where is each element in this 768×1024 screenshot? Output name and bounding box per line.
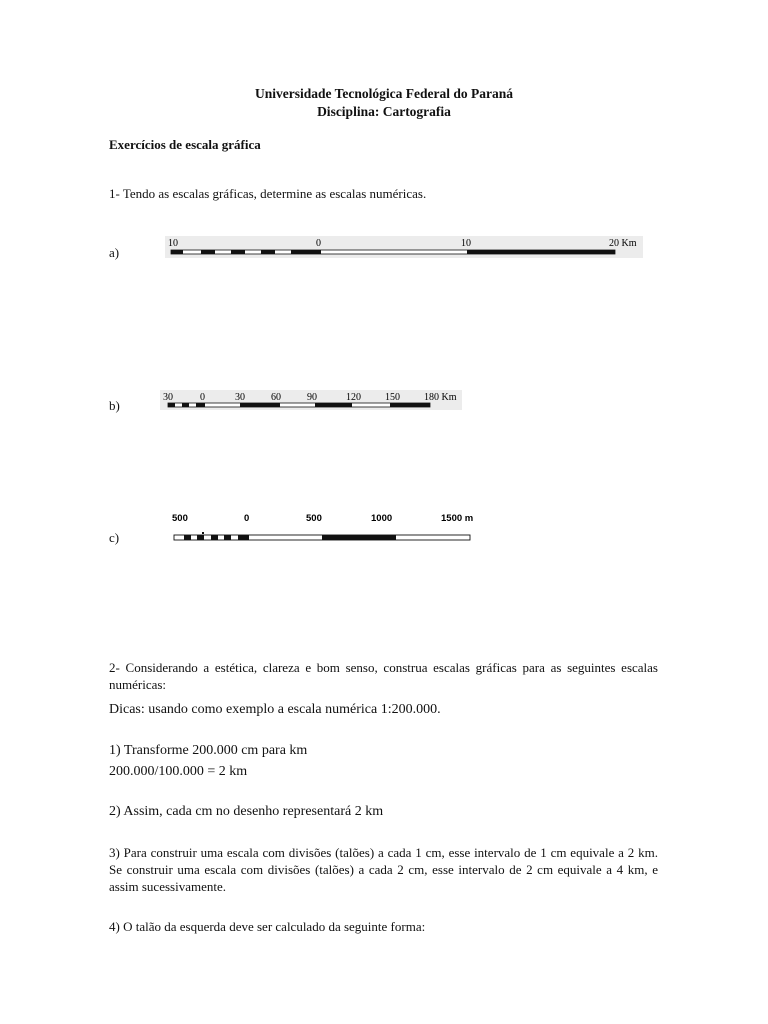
scale-b-segment [240,403,280,407]
scale-a-segment [201,250,215,254]
section-title: Exercícios de escala gráfica [109,137,261,152]
step-2-text: 2) Assim, cada cm no desenho representará 2 km [109,804,384,819]
scale-bar-c [168,510,480,546]
scale-c-segment [322,535,396,540]
scale-bar-a [165,236,643,258]
scale-c-tick-label: 500 [306,513,322,524]
scale-c-dot [202,532,204,534]
scale-a-segment [261,250,275,254]
hint-text: Dicas: usando como exemplo a escala numérica 1:200.000. [109,702,441,717]
scale-a-segment [231,250,245,254]
scale-b-tick-label: 60 [271,392,281,403]
scale-c-tick-label: 0 [244,513,250,524]
step-4-text: 4) O talão da esquerda deve ser calculado da seguinte forma: [109,919,426,934]
scale-a-segment [171,250,183,254]
scale-b-tick-label: 120 [346,392,361,403]
scale-a-tick-label: 20 Km [609,238,637,249]
scale-b-segment [168,403,175,407]
step-1-calc: 200.000/100.000 = 2 km [109,764,248,779]
scale-c-segment [184,535,191,540]
scale-c-segment [211,535,218,540]
scale-b-segment [196,403,205,407]
scale-b-tick-label: 90 [307,392,317,403]
scale-b-label: b) [109,398,120,413]
scale-bar-b [160,390,462,410]
scale-bar-c-graphic [168,510,480,546]
scale-a-segment [291,250,321,254]
scale-c-tick-label: 1000 [371,513,393,524]
scale-b-tick-label: 180 Km [424,392,457,403]
scale-c-segment [238,535,249,540]
step-3-text: 3) Para construir uma escala com divisões (talões) a cada 1 cm, esse intervalo de 1 cm equivale a 2 km. Se construir uma escala com divisões (talões) a cada 2 cm, esse intervalo de 2 cm equivale a 4 km, e assim sucessivamente. [109,845,658,894]
scale-bar-a-graphic [165,236,643,258]
scale-c-label: c) [109,530,120,545]
scale-b-tick-label: 150 [385,392,400,403]
scale-c-segment [197,535,204,540]
scale-b-tick-label: 30 [235,392,245,403]
scale-b-segment [390,403,430,407]
university-title: Universidade Tecnológica Federal do Paraná [255,86,513,101]
scale-b-segment [315,403,352,407]
scale-c-segment [224,535,231,540]
scale-a-tick-label: 10 [168,238,178,249]
discipline-title: Disciplina: Cartografia [317,104,451,119]
step-1-title: 1) Transforme 200.000 cm para km [109,743,308,758]
scale-a-label: a) [109,245,120,260]
scale-c-tick-label: 500 [172,513,188,524]
scale-a-segment [467,250,615,254]
question-2-prompt: 2- Considerando a estética, clareza e bom senso, construa escalas gráficas para as seguintes escalas numéricas: [109,660,658,692]
scale-a-tick-label: 10 [461,238,471,249]
scale-b-tick-label: 0 [200,392,205,403]
scale-b-segment [182,403,189,407]
scale-c-tick-label: 1500 m [441,513,474,524]
scale-bar-a-bg [165,236,643,258]
question-1-prompt: 1- Tendo as escalas gráficas, determine as escalas numéricas. [109,186,427,201]
scale-b-tick-label: 30 [163,392,173,403]
scale-a-tick-label: 0 [316,238,321,249]
scale-bar-b-graphic [160,390,462,410]
